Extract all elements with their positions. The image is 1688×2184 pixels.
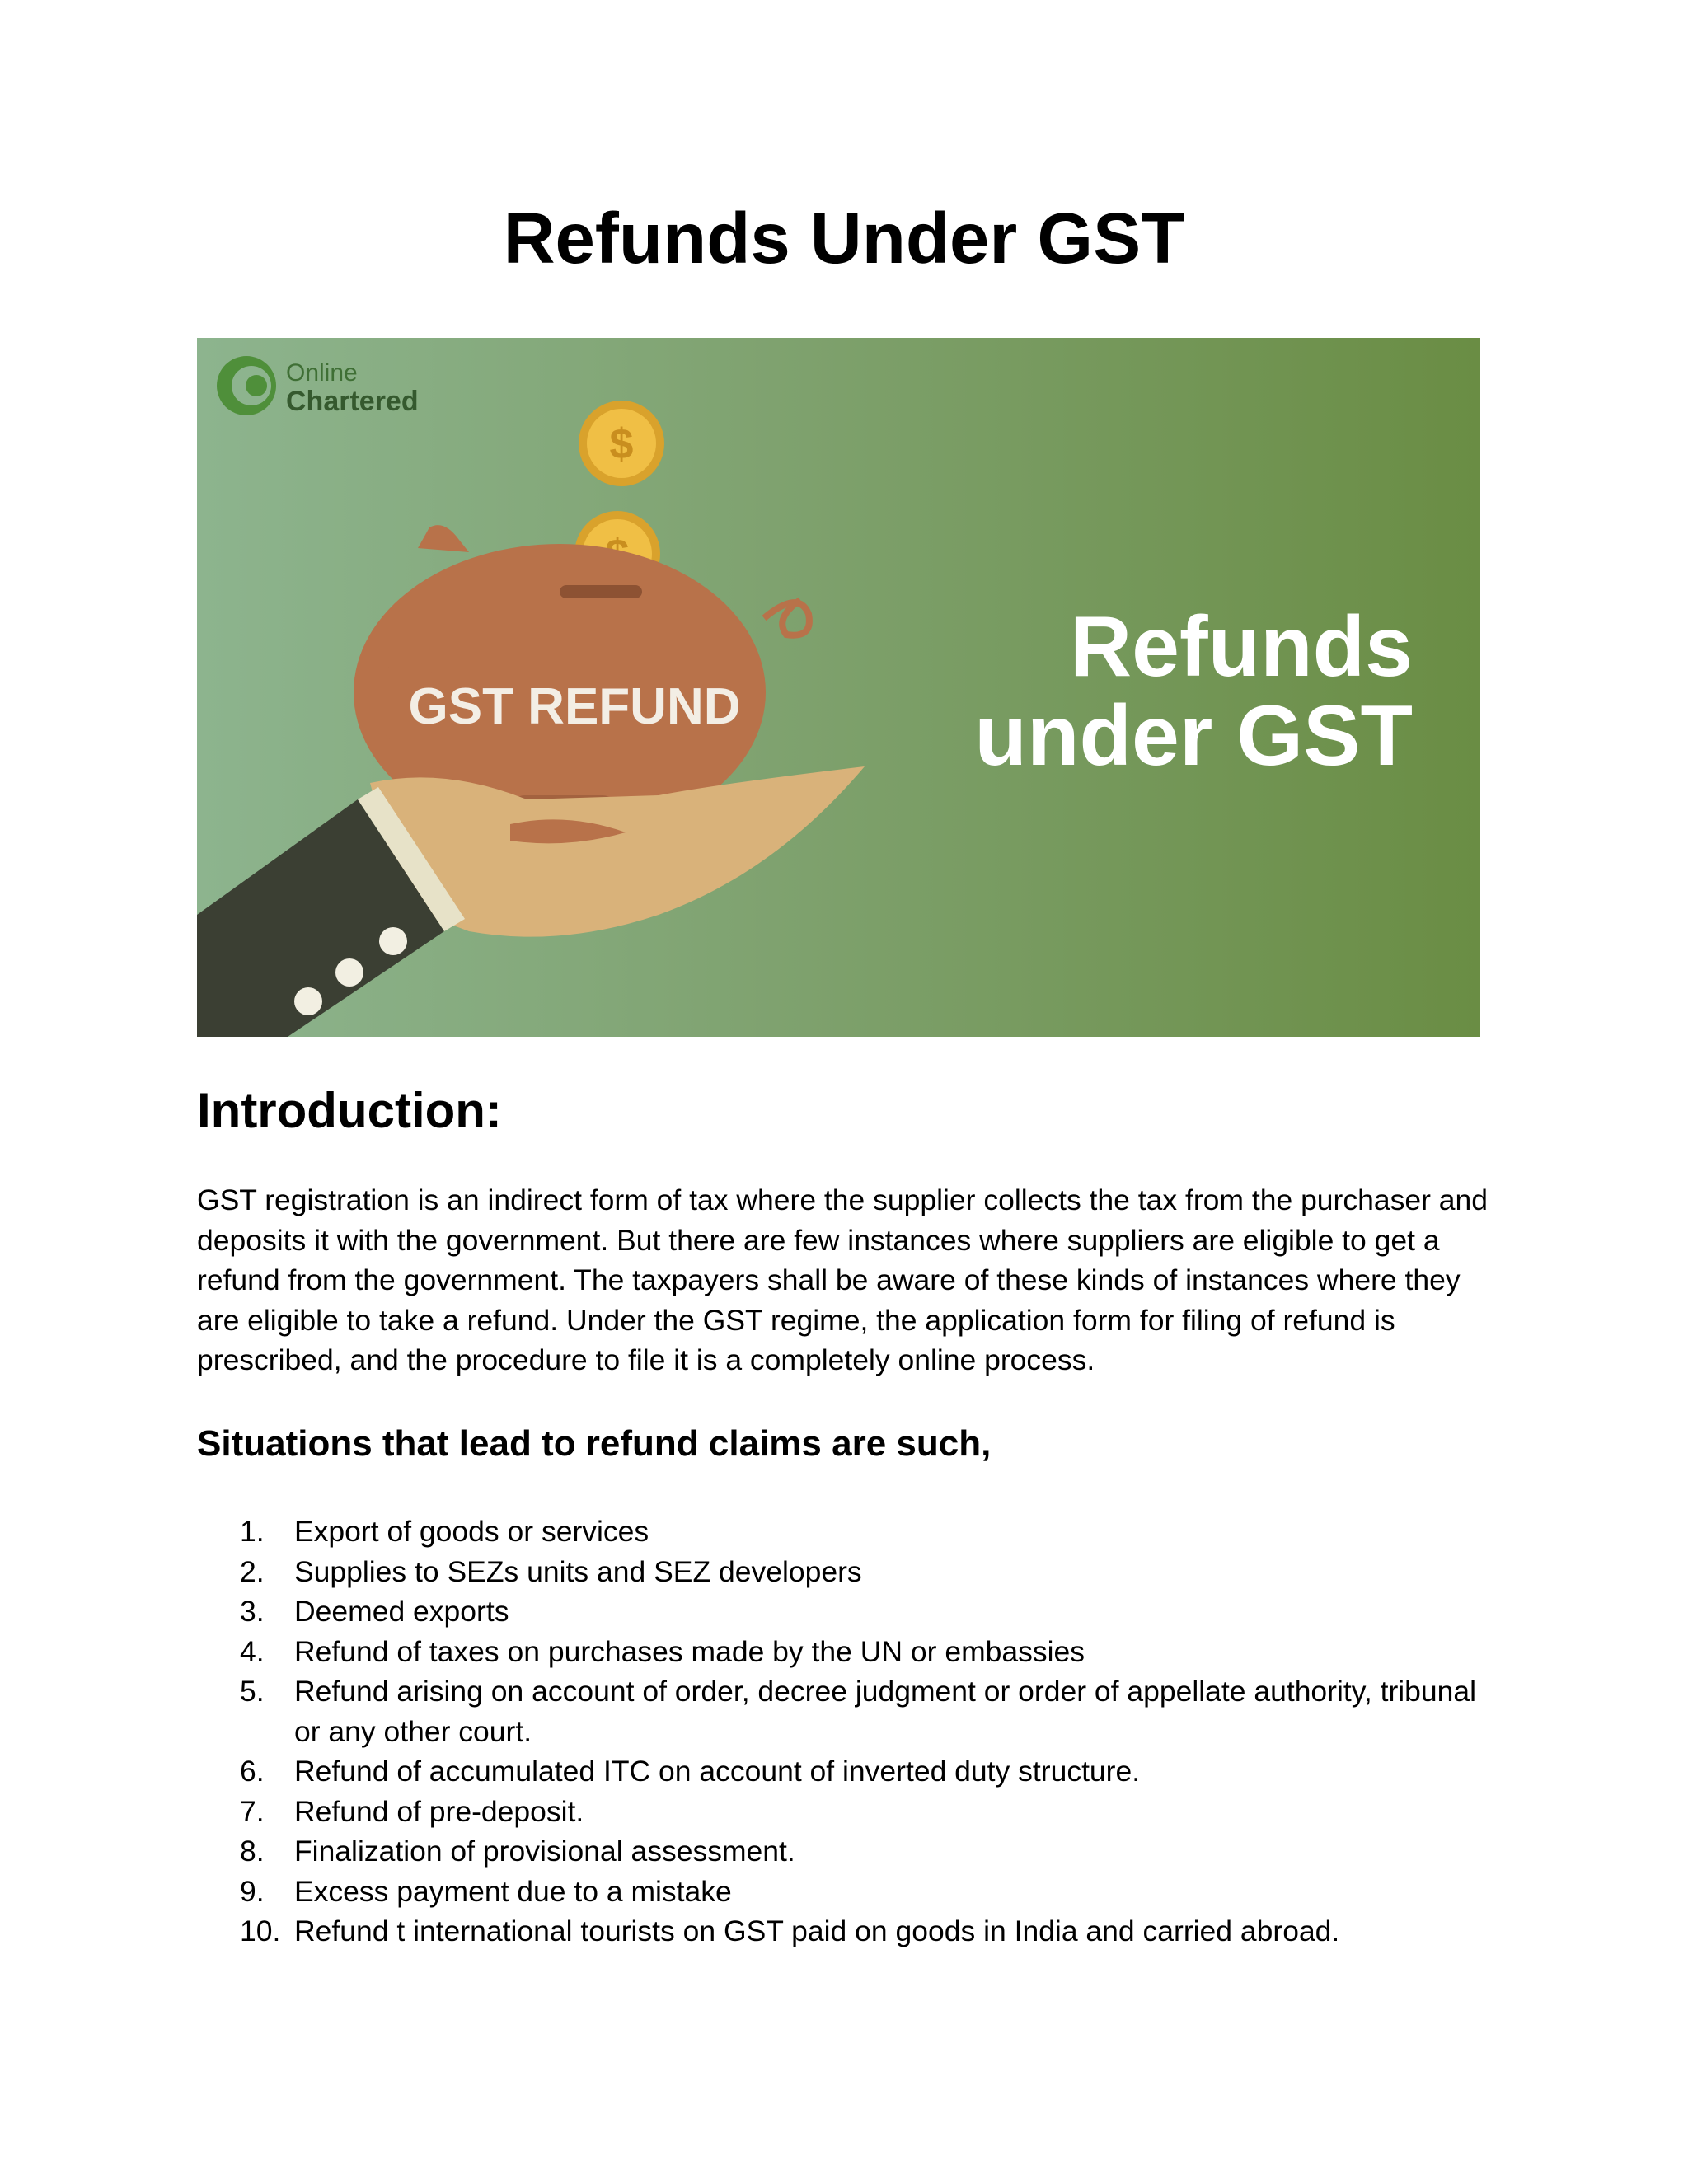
banner-headline-line1: Refunds [1070, 599, 1413, 695]
list-item: 4. Refund of taxes on purchases made by the UN or embassies [240, 1634, 1085, 1668]
coin-icon [579, 401, 664, 486]
list-item: 1. Export of goods or services [240, 1515, 649, 1548]
list-item: 3. Deemed exports [240, 1595, 509, 1628]
list-item: 2. Supplies to SEZs units and SEZ developers [240, 1554, 862, 1588]
introduction-heading: Introduction: [197, 1083, 502, 1138]
situations-heading: Situations that lead to refund claims are such, [197, 1423, 992, 1464]
list-item: 9. Excess payment due to a mistake [240, 1874, 732, 1908]
banner-headline-line2: under GST [974, 688, 1413, 784]
page-title: Refunds Under GST [503, 199, 1185, 279]
logo-line2: Chartered [286, 386, 419, 417]
banner-image [197, 338, 1480, 1037]
list-item: 7. Refund of pre-deposit. [240, 1794, 584, 1828]
svg-text:$: $ [609, 420, 634, 468]
list-item: 10. Refund t international tourists on GST paid on goods in India and carried abroad. [240, 1915, 1340, 1947]
piggy-label: GST REFUND [408, 678, 741, 735]
list-item: 6. Refund of accumulated ITC on account of inverted duty structure. [240, 1755, 1141, 1788]
list-item: 8. Finalization of provisional assessment. [240, 1835, 795, 1868]
introduction-paragraph: GST registration is an indirect form of tax where the supplier collects the tax from the purchaser and deposits it with the government. But there are few instances where suppliers are eligible to get a refund from the government. The taxpayers shall be aware of these kinds of instances where they are eligible to take a refund. Under the GST regime, the application form for filing of refund is prescribed, and the procedure to file it is a completely online process. [197, 1183, 1489, 1376]
situations-list [197, 1511, 1483, 1952]
logo-line1: Online [286, 359, 358, 387]
list-item: 5. Refund arising on account of order, decree judgment or order of appellate authority, tribunal or any other court. [240, 1675, 1477, 1748]
